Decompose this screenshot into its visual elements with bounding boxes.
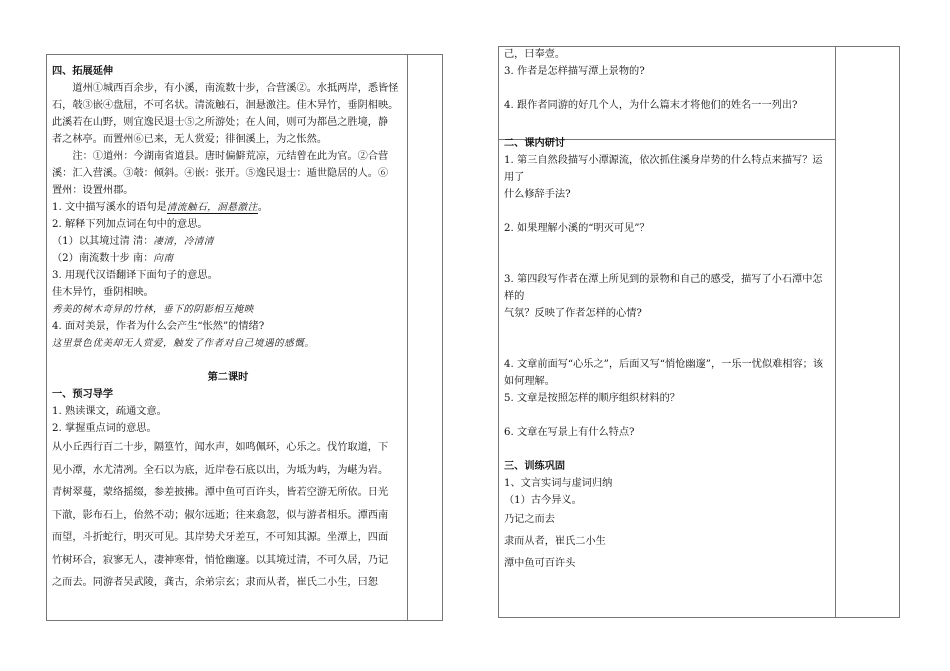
left-content [52, 63, 404, 595]
text-line: 从小丘西行百二十步，隔篁竹，闻水声，如鸣佩环，心乐之。伐竹取道，下 [52, 442, 389, 453]
text-line: 下澈，影布石上，佁然不动；俶尔远逝；往来翕忽，似与游者相乐。潭西南 [52, 509, 389, 521]
text-line: 见小潭，水尤清冽。全石以为底，近岸卷石底以出，为坻为屿，为嵁为岩。 [52, 464, 389, 476]
section-heading-practice: 三、训练巩固 [504, 460, 566, 472]
note-line: 溪：汇入营溪。③攲：倾斜。④嵌：张开。⑤逸民退士：遁世隐居的人。⑥ [52, 168, 389, 179]
section-heading-discussion: 二、课内研讨 [504, 137, 566, 149]
discussion-1-cont: 什么修辞手法? [504, 189, 571, 200]
right-content [504, 46, 830, 575]
passage-notes [52, 148, 404, 199]
note-line: 置州：设置州郡。 [52, 185, 134, 196]
left-column-divider [407, 54, 408, 621]
question-1 [52, 199, 404, 216]
text-line: 之而去。同游者吴武陵，龚古，余弟宗玄；隶而从者，崔氏二小生，曰恕 [52, 577, 378, 588]
question-3-sentence: 佳木异竹，垂阴相映。 [52, 287, 154, 298]
passage-line: 者之林亭。而置州⑥已来，无人赏爱；徘徊溪上，为之怅然。 [52, 134, 328, 145]
answer-2b: 向南 [153, 253, 174, 264]
discussion-2: 2. 如果理解小溪的“明灭可见”？ [504, 223, 650, 234]
continued-text: 己，曰奉壹。 [504, 49, 566, 60]
passage-line: 此溪若在山野，则宜逸民退士⑤之所游处；在人间，则可为都邑之胜境，静 [52, 117, 389, 128]
answer-2a: 凄清，冷清清 [153, 236, 214, 247]
lesson-text [52, 437, 404, 595]
passage-line: 石，攲③嵌④盘屈，不可名状。清流触石，洄悬激注。佳木异竹，垂阴相映。 [52, 100, 399, 111]
answer-4: 这里景色优美却无人赏爱，触发了作者对自己境遇的感慨。 [52, 338, 315, 349]
discussion-3-cont: 气氛？反映了作者怎样的心情? [504, 308, 642, 319]
question-2b [52, 250, 404, 267]
discussion-4-cont: 如何理解。 [504, 376, 555, 387]
answer-3: 秀美的树木奇异的竹林，垂下的阴影相互掩映 [52, 304, 254, 315]
text-line: 竹树环合，寂寥无人，凄神寒骨，悄怆幽邃。以其境过清，不可久居，乃记 [52, 554, 389, 566]
example-line: 乃记之而去 [504, 514, 555, 525]
text-line: 青树翠蔓，蒙络摇缀，参差披拂。潭中鱼可百许头，皆若空游无所依。日光 [52, 487, 389, 498]
question-2b-text: （2）南流数十步 南： [52, 253, 154, 264]
question-1-text: 1. 文中描写溪水的语句是 [52, 202, 167, 213]
example-list [504, 509, 830, 575]
extension-passage [52, 80, 404, 148]
section-heading-preview: 一、预习导学 [52, 388, 114, 400]
reading-question-4: 4. 跟作者同游的好几个人，为什么篇末才将他们的姓名一一列出? [504, 100, 798, 111]
question-4: 4. 面对美景，作者为什么会产生“怅然”的情绪? [52, 321, 265, 332]
passage-line: 道州①城西百余步，有小溪，南流数十步，合营溪②。水抵两岸，悉皆怪 [72, 83, 399, 94]
right-column-divider [835, 46, 836, 618]
question-2: 2. 解释下列加点词在句中的意思。 [52, 219, 208, 230]
discussion-5: 5. 文章是按照怎样的顺序组织材料的？ [504, 393, 680, 404]
question-3: 3. 用现代汉语翻译下面句子的意思。 [52, 270, 218, 281]
discussion-6: 6. 文章在写景上有什么特点? [504, 427, 635, 438]
preview-item-1: 1. 熟读课文，疏通文意。 [52, 406, 167, 417]
section-heading-extension: 四、拓展延伸 [52, 65, 114, 77]
lesson-2-title: 第二课时 [207, 371, 249, 383]
practice-1: 1、文言实词与虚词归纳 [504, 478, 613, 489]
example-line: 潭中鱼可百许头 [504, 558, 576, 569]
answer-1: 清流触石，洄悬激注 [166, 202, 258, 213]
question-1-end: 。 [257, 202, 268, 213]
note-line: 注：①道州：今湖南省道县。唐时偏僻荒凉，元结曾在此为官。②合营 [72, 151, 389, 162]
practice-1a: （1）古今异义。 [504, 495, 582, 506]
example-line: 隶而从者，崔氏二小生 [504, 536, 606, 547]
text-line: 而望，斗折蛇行，明灭可见。其岸势犬牙差互，不可知其源。坐潭上，四面 [52, 532, 389, 543]
preview-item-2: 2. 掌握重点词的意思。 [52, 423, 157, 434]
discussion-1: 1. 第三自然段描写小潭源流，依次抓住溪身岸势的什么特点来描写？运用了 [504, 155, 823, 183]
question-2a-text: （1）以其境过清 清： [52, 236, 154, 247]
question-2a [52, 233, 404, 250]
discussion-4: 4. 文章前面写“心乐之”，后面又写“悄怆幽邃”，一乐一忧似难相容；该 [504, 359, 824, 370]
reading-question-3: 3. 作者是怎样描写潭上景物的? [504, 66, 645, 77]
discussion-3: 3. 第四段写作者在潭上所见到的景物和自己的感受，描写了小石潭中怎样的 [504, 274, 823, 302]
